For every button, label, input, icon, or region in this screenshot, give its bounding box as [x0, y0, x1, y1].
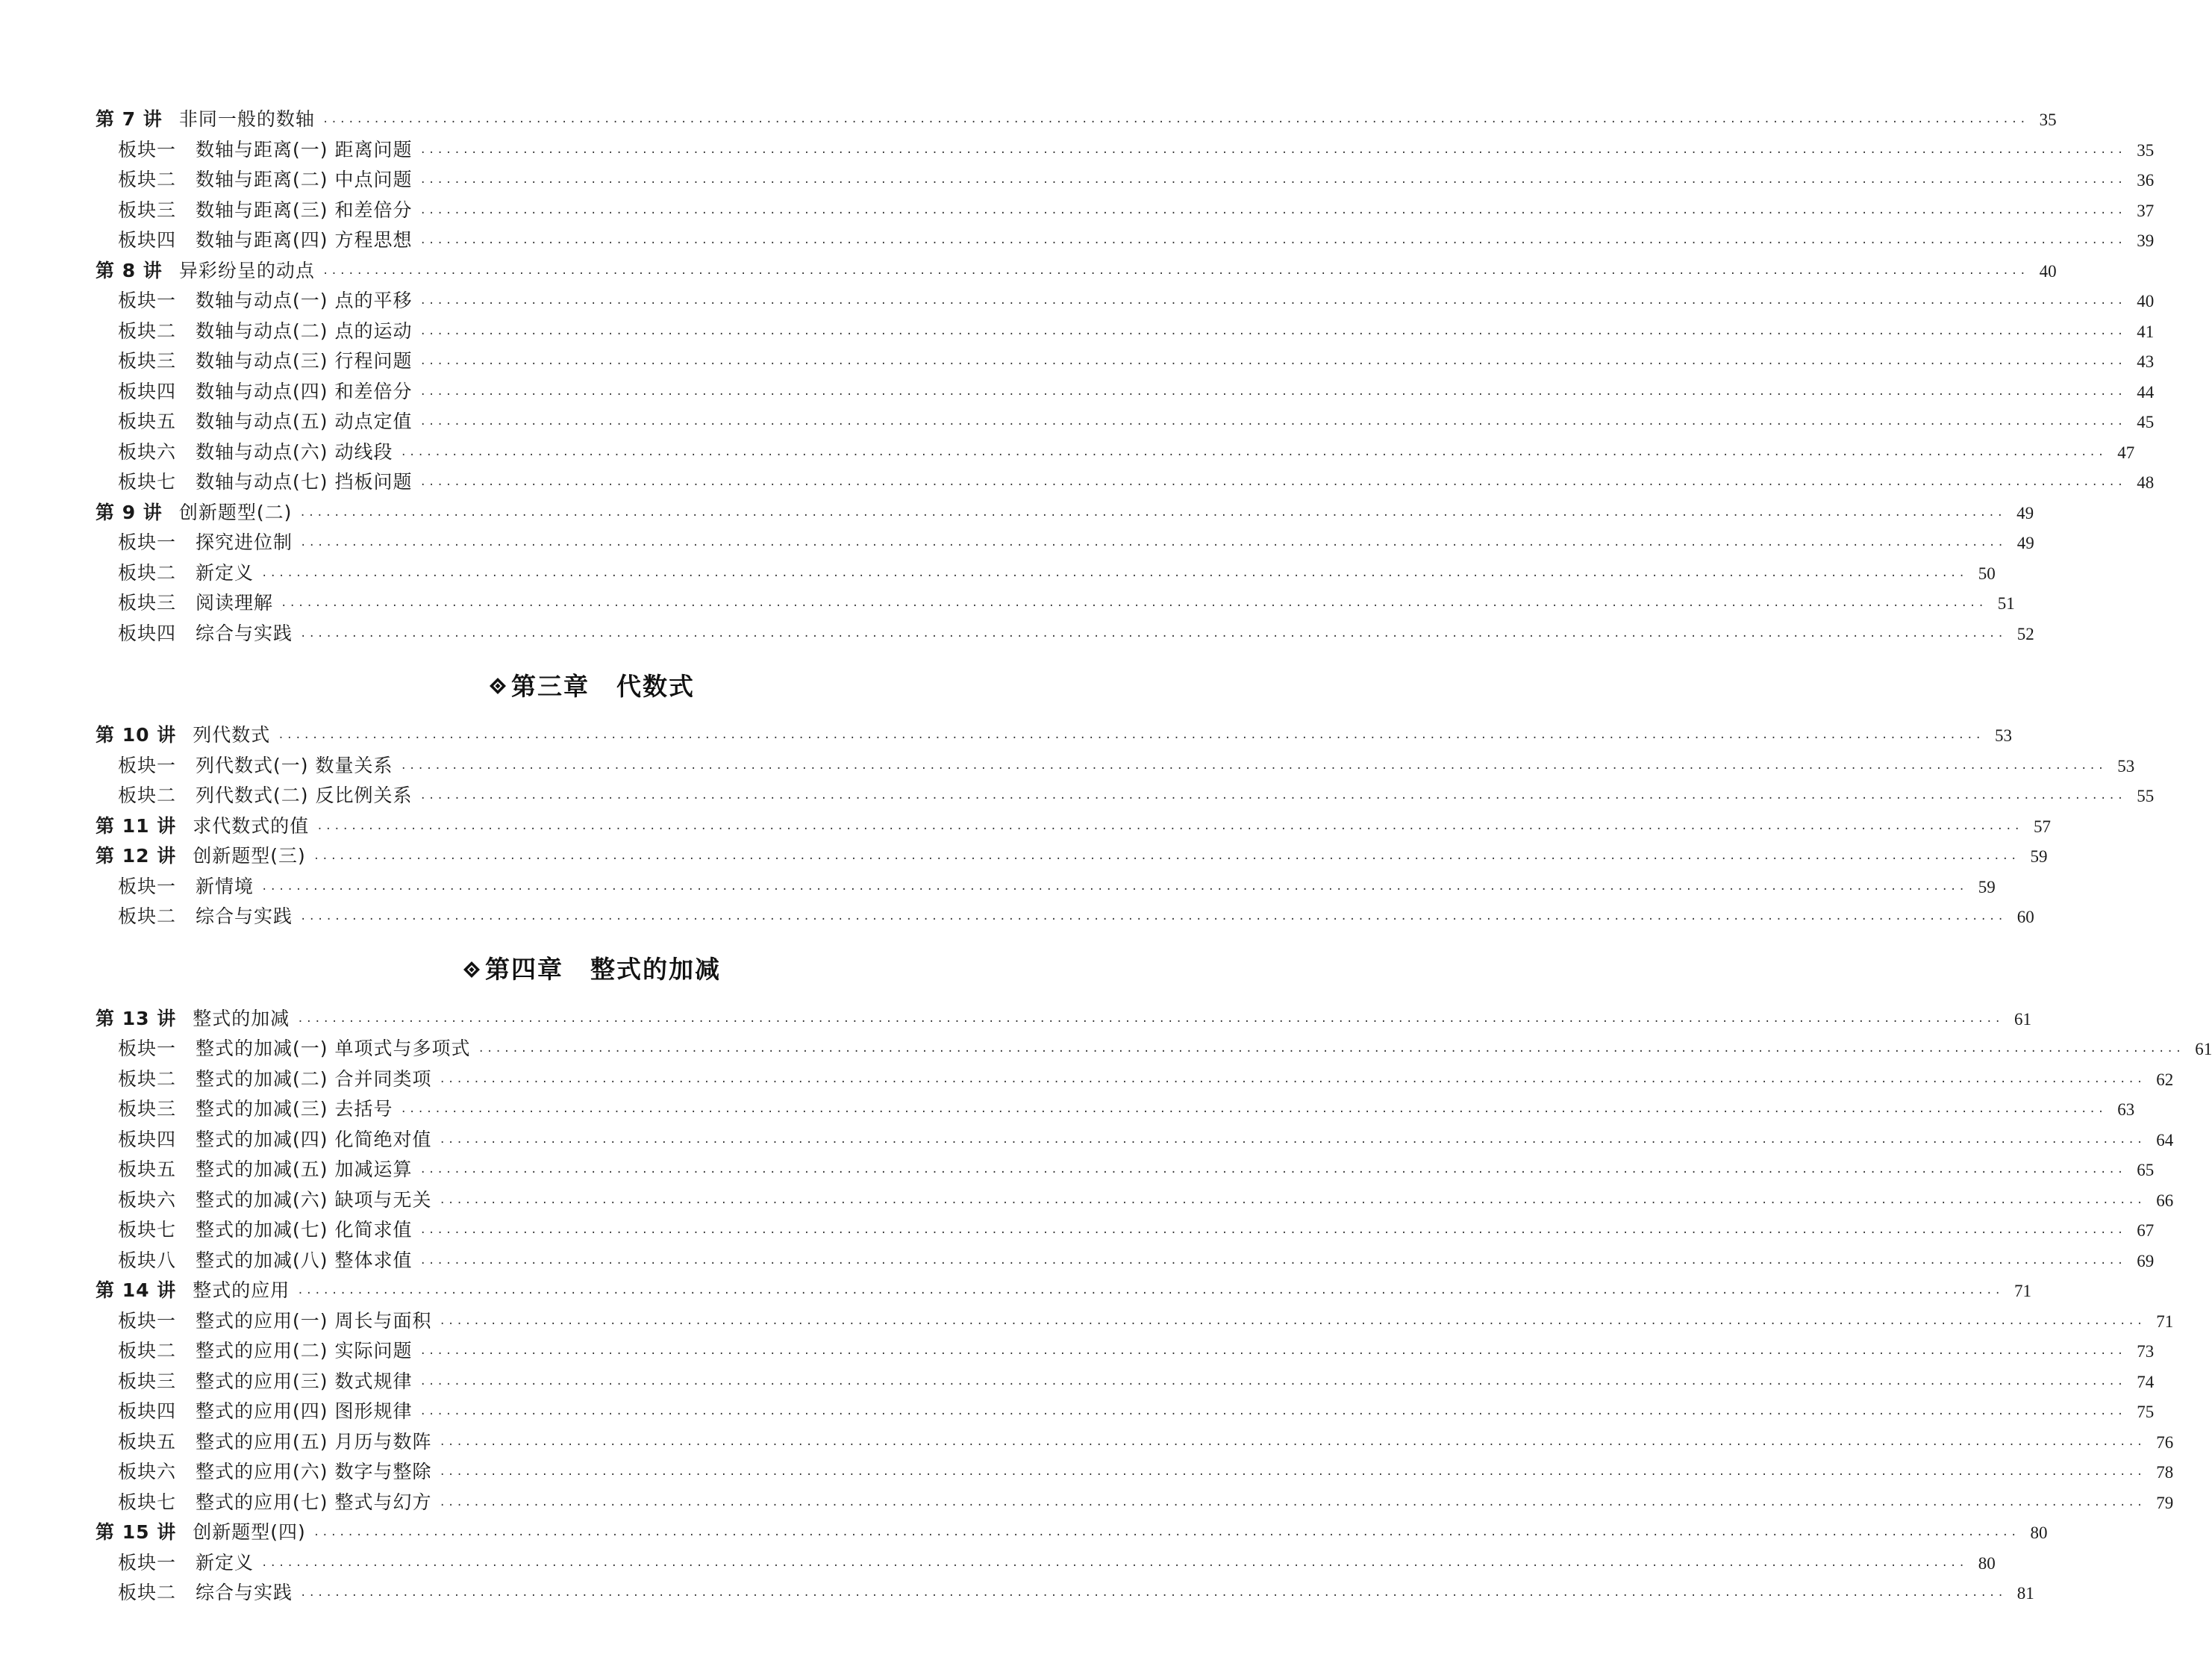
- block-entry[interactable]: [96, 1215, 2155, 1246]
- block-entry-title: 数轴与动点(六) 动线段: [196, 440, 393, 463]
- dot-leader: ········································································································································································································: [300, 914, 2006, 926]
- lecture-entry-title: 整式的加减: [193, 1007, 290, 1029]
- chapter-title: 整式的加减: [590, 955, 721, 984]
- lecture-entry-page-number: 40: [2039, 261, 2057, 281]
- block-entry-title: 列代数式(一) 数量关系: [196, 754, 393, 776]
- block-entry-title: 数轴与距离(四) 方程思想: [196, 229, 413, 251]
- block-entry-label: 板块一: [118, 1551, 177, 1573]
- block-entry[interactable]: [96, 1578, 2034, 1609]
- dot-leader: ········································································································································································································: [313, 853, 2019, 865]
- block-entry[interactable]: [96, 902, 2034, 932]
- lecture-entry[interactable]: [96, 256, 2057, 287]
- lecture-entry-title: 创新题型(二): [178, 501, 293, 523]
- block-entry[interactable]: [96, 407, 2155, 437]
- block-entry-page-number: 75: [2137, 1403, 2155, 1421]
- block-entry-label: 板块五: [118, 1430, 177, 1453]
- lecture-entry-title: 列代数式: [193, 724, 271, 746]
- block-entry-page-number: 55: [2137, 787, 2155, 805]
- lecture-entry-page-number: 35: [2039, 110, 2057, 129]
- block-entry-page-number: 69: [2137, 1251, 2155, 1270]
- chapter-label: 第三章: [511, 671, 590, 701]
- dot-leader: ········································································································································································································: [297, 1015, 2003, 1028]
- block-entry-page-number: 40: [2137, 292, 2155, 311]
- lecture-entry-title: 创新题型(三): [193, 845, 306, 867]
- block-entry[interactable]: [96, 467, 2155, 498]
- block-entry-label: 板块三: [118, 592, 177, 614]
- dot-leader: ········································································································································································································: [300, 630, 2006, 643]
- dot-leader: ········································································································································································································: [419, 793, 2126, 805]
- block-entry-page-number: 53: [2117, 756, 2135, 776]
- dot-leader: ········································································································································································································: [261, 570, 1967, 582]
- block-entry[interactable]: [96, 196, 2155, 226]
- block-entry-title: 新定义: [196, 561, 254, 584]
- lecture-entry-page-number: 49: [2016, 503, 2034, 523]
- block-entry-title: 数轴与距离(一) 距离问题: [196, 138, 413, 160]
- block-entry[interactable]: [96, 1246, 2155, 1276]
- block-entry-page-number: 64: [2156, 1130, 2174, 1150]
- block-entry-page-number: 62: [2156, 1070, 2174, 1089]
- block-entry-page-number: 36: [2137, 171, 2155, 190]
- block-entry-label: 板块三: [118, 1098, 177, 1120]
- lecture-entry-page-number: 57: [2033, 817, 2051, 836]
- dot-leader: ········································································································································································································: [419, 479, 2126, 491]
- lecture-entry[interactable]: [96, 720, 2012, 751]
- block-entry-label: 板块一: [118, 290, 177, 311]
- block-entry-title: 数轴与距离(二) 中点问题: [196, 169, 413, 190]
- block-entry-label: 板块一: [118, 1309, 177, 1332]
- lecture-entry-label: 第 8 讲: [96, 259, 163, 281]
- block-entry[interactable]: [96, 1064, 2174, 1095]
- dot-leader: ········································································································································································································: [419, 358, 2126, 370]
- block-entry-page-number: 81: [2016, 1584, 2034, 1603]
- block-entry-label: 板块二: [118, 1067, 177, 1090]
- block-entry-page-number: 65: [2137, 1161, 2155, 1179]
- block-entry-label: 板块二: [118, 785, 177, 806]
- block-entry[interactable]: [96, 781, 2155, 811]
- lecture-entry[interactable]: [96, 498, 2034, 528]
- block-entry[interactable]: [96, 316, 2155, 347]
- block-entry-title: 综合与实践: [196, 1582, 293, 1603]
- block-entry-label: 板块六: [118, 1461, 177, 1482]
- block-entry[interactable]: [96, 1094, 2135, 1125]
- block-entry[interactable]: [96, 1336, 2155, 1367]
- block-entry-label: 板块七: [118, 471, 177, 493]
- block-entry-page-number: 78: [2156, 1463, 2174, 1482]
- dot-leader: ········································································································································································································: [300, 1590, 2006, 1602]
- block-entry-page-number: 49: [2016, 534, 2034, 552]
- dot-leader: ········································································································································································································: [439, 1499, 2146, 1512]
- dot-leader: ········································································································································································································: [478, 1046, 2184, 1058]
- block-entry-title: 整式的应用(二) 实际问题: [196, 1340, 413, 1361]
- block-entry-page-number: 47: [2117, 443, 2135, 462]
- block-entry-label: 板块二: [118, 319, 177, 342]
- block-entry[interactable]: [96, 135, 2155, 166]
- block-entry-label: 板块四: [118, 1400, 177, 1422]
- block-entry-label: 板块二: [118, 1340, 177, 1361]
- block-entry-title: 综合与实践: [196, 905, 293, 927]
- block-entry-label: 板块七: [118, 1491, 177, 1513]
- dot-leader: ········································································································································································································: [439, 1136, 2146, 1149]
- block-entry-page-number: 66: [2156, 1191, 2174, 1210]
- block-entry[interactable]: [96, 619, 2034, 649]
- block-entry-page-number: 51: [1997, 594, 2015, 613]
- lecture-entry[interactable]: [96, 1004, 2031, 1035]
- lecture-entry-page-number: 71: [2013, 1282, 2031, 1300]
- block-entry-title: 探究进位制: [196, 531, 293, 553]
- block-entry-title: 整式的应用(四) 图形规律: [196, 1400, 413, 1422]
- dot-leader: ········································································································································································································: [400, 762, 2107, 775]
- lecture-entry-title: 异彩纷呈的动点: [178, 259, 315, 281]
- dot-leader: ········································································································································································································: [297, 1288, 2003, 1300]
- dot-leader: ········································································································································································································: [322, 267, 2028, 280]
- dot-leader: ········································································································································································································: [419, 1409, 2126, 1420]
- block-entry[interactable]: [96, 1457, 2174, 1488]
- block-entry-label: 板块二: [118, 905, 177, 927]
- block-entry-title: 整式的加减(二) 合并同类项: [196, 1067, 432, 1090]
- chapter-label: 第四章: [485, 955, 563, 984]
- block-entry-title: 数轴与动点(一) 点的平移: [196, 290, 413, 311]
- block-entry-page-number: 41: [2137, 322, 2155, 341]
- block-entry[interactable]: [96, 1155, 2155, 1185]
- block-entry[interactable]: [96, 346, 2155, 377]
- block-entry[interactable]: [96, 1125, 2174, 1155]
- block-entry-title: 阅读理解: [196, 592, 274, 614]
- block-entry-page-number: 48: [2137, 473, 2155, 492]
- block-entry-page-number: 52: [2016, 624, 2034, 643]
- dot-leader: ········································································································································································································: [439, 1317, 2146, 1330]
- dot-leader: ········································································································································································································: [419, 1257, 2126, 1270]
- block-entry[interactable]: [96, 1548, 1996, 1579]
- lecture-entry-label: 第 11 讲: [96, 814, 177, 837]
- block-entry-label: 板块三: [118, 199, 177, 221]
- dot-leader: ········································································································································································································: [261, 1559, 1967, 1572]
- block-entry-title: 整式的加减(三) 去括号: [196, 1098, 393, 1120]
- dot-leader: ········································································································································································································: [313, 1529, 2019, 1541]
- block-entry-page-number: 45: [2137, 413, 2155, 431]
- block-entry[interactable]: [96, 1397, 2155, 1427]
- block-entry[interactable]: [96, 437, 2135, 468]
- block-entry-title: 整式的加减(六) 缺项与无关: [196, 1188, 432, 1211]
- block-entry-label: 板块一: [118, 1038, 177, 1059]
- lecture-entry[interactable]: [96, 1276, 2031, 1306]
- dot-leader: ········································································································································································································: [419, 237, 2126, 249]
- lecture-entry-page-number: 53: [1994, 726, 2012, 745]
- block-entry-label: 板块一: [118, 138, 177, 160]
- block-entry[interactable]: [96, 751, 2135, 782]
- lecture-entry[interactable]: [96, 841, 2048, 872]
- block-entry-label: 板块二: [118, 1582, 177, 1603]
- block-entry[interactable]: [96, 872, 1996, 902]
- block-entry-label: 板块二: [118, 561, 177, 584]
- block-entry-title: 数轴与动点(二) 点的运动: [196, 319, 413, 342]
- block-entry-page-number: 67: [2137, 1221, 2155, 1240]
- block-entry-page-number: 44: [2137, 382, 2155, 402]
- block-entry-label: 板块一: [118, 531, 177, 553]
- block-entry[interactable]: [96, 377, 2155, 408]
- lecture-entry[interactable]: [96, 1518, 2048, 1548]
- chapter-heading: [96, 932, 1088, 1004]
- block-entry[interactable]: [96, 528, 2034, 558]
- lecture-entry-label: 第 12 讲: [96, 845, 177, 867]
- block-entry-title: 数轴与动点(七) 挡板问题: [196, 471, 413, 493]
- block-entry-label: 板块一: [118, 875, 177, 897]
- block-entry-title: 整式的加减(七) 化简求值: [196, 1219, 413, 1241]
- dot-leader: ········································································································································································································: [419, 328, 2126, 340]
- block-entry-page-number: 50: [1978, 564, 1996, 583]
- dot-leader: ········································································································································································································: [300, 540, 2006, 552]
- block-entry[interactable]: [96, 558, 1996, 589]
- block-entry[interactable]: [96, 1488, 2174, 1518]
- block-entry-title: 列代数式(二) 反比例关系: [196, 785, 413, 806]
- block-entry[interactable]: [96, 1185, 2174, 1216]
- block-entry-page-number: 59: [1978, 877, 1996, 896]
- block-entry-label: 板块八: [118, 1249, 177, 1271]
- block-entry-page-number: 76: [2156, 1432, 2174, 1452]
- block-entry-page-number: 60: [2016, 908, 2034, 926]
- block-entry-label: 板块三: [118, 350, 177, 372]
- block-entry-title: 整式的加减(八) 整体求值: [196, 1249, 413, 1271]
- block-entry[interactable]: [96, 165, 2155, 196]
- table-of-contents: [96, 105, 2212, 1609]
- block-entry-title: 数轴与动点(五) 动点定值: [196, 411, 413, 432]
- dot-leader: ········································································································································································································: [439, 1438, 2146, 1451]
- lecture-entry-title: 创新题型(四): [193, 1521, 306, 1543]
- dot-leader: ········································································································································································································: [281, 600, 1987, 612]
- block-entry-title: 整式的应用(三) 数式规律: [196, 1370, 413, 1392]
- block-entry[interactable]: [96, 1034, 2212, 1064]
- block-entry-title: 数轴与距离(三) 和差倍分: [196, 199, 413, 221]
- block-entry[interactable]: [96, 286, 2155, 316]
- block-entry-title: 数轴与动点(三) 行程问题: [196, 350, 413, 372]
- dot-leader: ········································································································································································································: [439, 1197, 2146, 1209]
- block-entry-title: 新情境: [196, 875, 254, 897]
- dot-leader: ········································································································································································································: [419, 419, 2126, 431]
- block-entry-page-number: 37: [2137, 201, 2155, 220]
- dot-leader: ········································································································································································································: [400, 1106, 2107, 1118]
- block-entry-label: 板块四: [118, 229, 177, 251]
- block-entry-page-number: 61: [2195, 1040, 2212, 1058]
- block-entry[interactable]: [96, 1427, 2174, 1458]
- block-entry-page-number: 39: [2137, 231, 2155, 250]
- lecture-entry-page-number: 59: [2030, 847, 2048, 866]
- block-entry-page-number: 35: [2137, 140, 2155, 160]
- block-entry-label: 板块二: [118, 169, 177, 190]
- block-entry-page-number: 73: [2137, 1342, 2155, 1361]
- lecture-entry-title: 非同一般的数轴: [178, 108, 315, 130]
- block-entry-page-number: 43: [2137, 352, 2155, 371]
- block-entry-title: 整式的应用(六) 数字与整除: [196, 1461, 432, 1482]
- block-entry-title: 新定义: [196, 1551, 254, 1573]
- lecture-entry-page-number: 61: [2013, 1009, 2031, 1029]
- dot-leader: ········································································································································································································: [400, 449, 2107, 461]
- dot-leader: ········································································································································································································: [261, 883, 1967, 896]
- dot-leader: ········································································································································································································: [419, 388, 2126, 401]
- lecture-entry-label: 第 13 讲: [96, 1007, 177, 1029]
- lecture-entry-title: 求代数式的值: [193, 814, 310, 837]
- dot-leader: ········································································································································································································: [419, 177, 2126, 189]
- dot-leader: ········································································································································································································: [439, 1469, 2146, 1481]
- dot-leader: ········································································································································································································: [299, 509, 2006, 522]
- lecture-entry-title: 整式的应用: [193, 1279, 290, 1301]
- block-entry-label: 板块五: [118, 1158, 177, 1180]
- block-entry-page-number: 80: [1978, 1553, 1996, 1573]
- block-entry-title: 整式的加减(一) 单项式与多项式: [196, 1038, 471, 1059]
- block-entry[interactable]: [96, 1367, 2155, 1397]
- diamond-bullet-icon: [463, 961, 481, 979]
- dot-leader: ········································································································································································································: [278, 732, 1984, 744]
- block-entry-label: 板块六: [118, 1188, 177, 1211]
- block-entry-title: 整式的应用(七) 整式与幻方: [196, 1491, 432, 1513]
- block-entry-title: 综合与实践: [196, 622, 293, 644]
- block-entry-title: 数轴与动点(四) 和差倍分: [196, 380, 413, 402]
- block-entry-label: 板块四: [118, 622, 177, 644]
- block-entry-page-number: 71: [2156, 1311, 2174, 1331]
- block-entry-title: 整式的应用(五) 月历与数阵: [196, 1430, 432, 1453]
- lecture-entry-label: 第 7 讲: [96, 108, 163, 130]
- chapter-title: 代数式: [616, 671, 695, 701]
- block-entry-label: 板块三: [118, 1370, 177, 1392]
- block-entry-label: 板块七: [118, 1219, 177, 1241]
- dot-leader: ········································································································································································································: [419, 1378, 2126, 1391]
- lecture-entry-label: 第 15 讲: [96, 1521, 177, 1543]
- diamond-bullet-icon: [489, 677, 507, 695]
- dot-leader: ········································································································································································································: [439, 1076, 2146, 1088]
- block-entry-page-number: 74: [2137, 1372, 2155, 1391]
- dot-leader: ········································································································································································································: [322, 116, 2028, 128]
- block-entry-label: 板块六: [118, 440, 177, 463]
- block-entry-title: 整式的加减(四) 化简绝对值: [196, 1128, 432, 1150]
- lecture-entry[interactable]: [96, 105, 2057, 135]
- chapter-heading: [96, 649, 1088, 720]
- dot-leader: ········································································································································································································: [419, 207, 2126, 219]
- dot-leader: ········································································································································································································: [316, 823, 2022, 835]
- dot-leader: ········································································································································································································: [419, 298, 2126, 310]
- block-entry[interactable]: [96, 225, 2155, 256]
- block-entry[interactable]: [96, 1306, 2174, 1337]
- lecture-entry-label: 第 9 讲: [96, 501, 163, 523]
- block-entry-title: 整式的应用(一) 周长与面积: [196, 1309, 432, 1332]
- block-entry[interactable]: [96, 588, 2015, 619]
- block-entry-label: 板块五: [118, 411, 177, 432]
- block-entry-page-number: 63: [2117, 1100, 2135, 1119]
- block-entry-label: 板块一: [118, 754, 177, 776]
- block-entry-label: 板块四: [118, 380, 177, 402]
- lecture-entry-page-number: 80: [2030, 1523, 2048, 1542]
- lecture-entry-label: 第 14 讲: [96, 1279, 177, 1301]
- dot-leader: ········································································································································································································: [419, 1167, 2126, 1179]
- block-entry-page-number: 79: [2156, 1493, 2174, 1512]
- block-entry-title: 整式的加减(五) 加减运算: [196, 1158, 413, 1180]
- dot-leader: ········································································································································································································: [419, 146, 2126, 159]
- dot-leader: ········································································································································································································: [419, 1227, 2126, 1239]
- block-entry-label: 板块四: [118, 1128, 177, 1150]
- dot-leader: ········································································································································································································: [419, 1348, 2126, 1360]
- lecture-entry-label: 第 10 讲: [96, 724, 177, 746]
- lecture-entry[interactable]: [96, 811, 2051, 842]
